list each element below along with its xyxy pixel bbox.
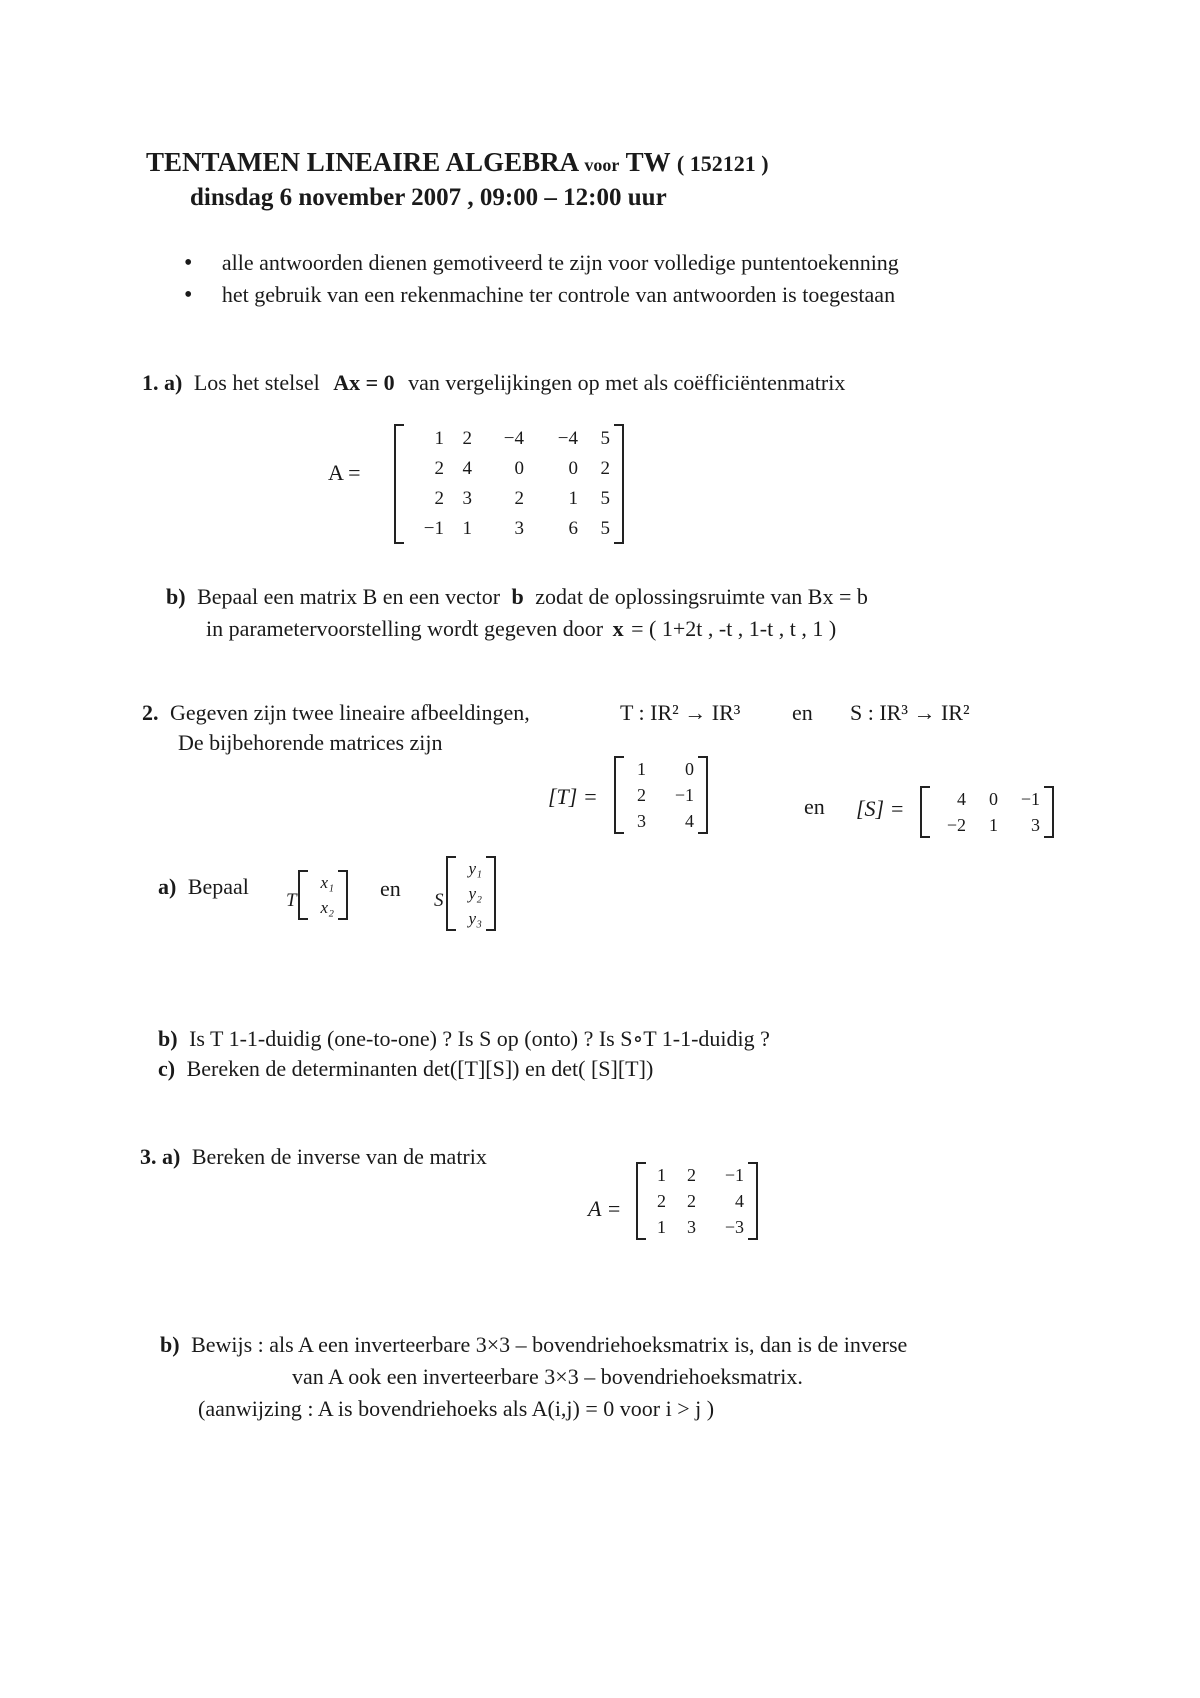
matrix-entry: 2 — [687, 1165, 696, 1185]
matrix-entry: 5 — [600, 518, 610, 539]
vector-grid — [308, 870, 338, 920]
q2-b-text: Is T 1-1-duidig (one-to-one) ? Is S op (onto) ? Is S∘T 1-1-duidig ? — [189, 1026, 770, 1051]
q2-intro2: De bijbehorende matrices zijn — [178, 730, 443, 755]
left-bracket — [920, 786, 930, 838]
q3-matrix-A — [636, 1162, 758, 1240]
matrix-entry: 3 — [687, 1217, 696, 1237]
q2-label: 2. — [142, 700, 159, 725]
matrix-entry: 6 — [568, 518, 578, 539]
q1-a-text: Los het stelsel — [193, 370, 320, 395]
right-bracket — [698, 756, 708, 834]
q3-b-line3: (aanwijzing : A is bovendriehoeks als A(i,j) = 0 voor i > j ) — [198, 1396, 715, 1421]
q1-label: 1. a) — [142, 370, 183, 395]
matrix-entry: 2 — [600, 458, 610, 479]
x-vector — [298, 870, 348, 920]
q3-a-text: Bereken de inverse van de matrix — [191, 1144, 487, 1169]
matrix-entry: 0 — [568, 458, 578, 479]
rule-text: het gebruik van een rekenmachine ter controle van antwoorden is toegestaan — [221, 282, 896, 307]
matrix-entry: −1 — [674, 785, 694, 805]
matrix-entry: −1 — [724, 1165, 744, 1185]
matrix-entry: 2 — [687, 1191, 696, 1211]
matrix-entry: −3 — [724, 1217, 744, 1237]
matrix-entry: 5 — [600, 488, 610, 509]
q3-b-label: b) — [160, 1332, 180, 1357]
matrix-entry: −2 — [946, 815, 966, 835]
S-matrix-name: [S] = — [856, 796, 905, 821]
q1-a — [142, 370, 845, 396]
rule-item — [184, 282, 895, 309]
S-operator: S — [434, 890, 444, 911]
exam-title — [146, 147, 769, 178]
right-bracket — [338, 870, 348, 920]
exam-date: dinsdag 6 november 2007 , 09:00 – 12:00 uur — [190, 184, 667, 211]
right-bracket — [1044, 786, 1054, 838]
course-code: ( 152121 ) — [676, 151, 769, 176]
matrix-entry: 2 — [434, 488, 444, 509]
matrix-entry: 4 — [685, 811, 694, 831]
q2-c — [158, 1056, 653, 1082]
q1-b-text: Bepaal een matrix B en een vector — [197, 584, 501, 609]
S-matrix — [920, 786, 1054, 838]
q2-b — [158, 1026, 770, 1052]
q1-a-text-post: van vergelijkingen op met als coëfficiëntenmatrix — [408, 370, 846, 395]
q2-en: en — [792, 700, 813, 725]
vector-grid — [456, 856, 486, 931]
matrix-entry: −1 — [423, 518, 444, 539]
q2-en-matrices: en — [804, 794, 825, 819]
q3-matrix-name: A = — [588, 1196, 622, 1221]
q1-b-line2-text: in parametervoorstelling wordt gegeven door — [206, 616, 604, 641]
matrix-entry: 1 — [657, 1165, 666, 1185]
matrix-grid — [624, 756, 698, 834]
q3-a — [140, 1144, 487, 1170]
matrix-grid — [930, 786, 1044, 838]
T-matrix — [614, 756, 708, 834]
matrix-entry: 1 — [434, 428, 444, 449]
matrix-entry: 3 — [1031, 815, 1040, 835]
matrix-entry: 4 — [957, 789, 966, 809]
right-bracket — [748, 1162, 758, 1240]
left-bracket — [614, 756, 624, 834]
y-vector — [446, 856, 496, 931]
q3-label: 3. a) — [140, 1144, 181, 1169]
matrix-entry: −1 — [1020, 789, 1040, 809]
rule-text: alle antwoorden dienen gemotiveerd te zijn voor volledige puntentoekenning — [221, 250, 899, 275]
matrix-entry: 5 — [600, 428, 610, 449]
matrix-entry: y₁ — [468, 859, 482, 878]
q2-a-en: en — [380, 876, 401, 901]
bullet-icon: • — [184, 282, 193, 308]
q2-c-text: Bereken de determinanten det([T][S]) en det( [S][T]) — [186, 1056, 654, 1081]
matrix-entry: −4 — [503, 428, 524, 449]
q1-matrix-A — [394, 424, 624, 544]
q3-b-line1 — [160, 1332, 907, 1358]
matrix-entry: 2 — [434, 458, 444, 479]
matrix-entry: 4 — [735, 1191, 744, 1211]
q1-a-equation: Ax = 0 — [333, 370, 395, 395]
matrix-entry: 4 — [462, 458, 472, 479]
left-bracket — [446, 856, 456, 931]
matrix-entry: 1 — [637, 759, 646, 779]
q2-map-S: S : IR³ → IR² — [850, 700, 970, 725]
q2-a-text: Bepaal — [187, 874, 249, 899]
matrix-entry: y₃ — [468, 909, 482, 928]
left-bracket — [636, 1162, 646, 1240]
q1-b-line2-param: = ( 1+2t , -t , 1-t , t , 1 ) — [631, 616, 837, 641]
q2-b-label: b) — [158, 1026, 178, 1051]
q3-b-line2: van A ook een inverteerbare 3×3 – bovendriehoeksmatrix. — [292, 1364, 803, 1389]
right-bracket — [614, 424, 624, 544]
q1-b-label: b) — [166, 584, 186, 609]
T-operator: T — [286, 890, 297, 911]
matrix-entry: 2 — [657, 1191, 666, 1211]
matrix-grid — [404, 424, 614, 544]
q2-map-T: T : IR² → IR³ — [620, 700, 741, 725]
q3-b-text: Bewijs : als A een inverteerbare 3×3 – bovendriehoeksmatrix is, dan is de inverse — [191, 1332, 908, 1357]
q2-intro-text: Gegeven zijn twee lineaire afbeeldingen, — [170, 700, 530, 725]
matrix-entry: x₁ — [320, 873, 334, 892]
left-bracket — [298, 870, 308, 920]
matrix-entry: x₂ — [320, 898, 334, 917]
matrix-entry: 1 — [462, 518, 472, 539]
q2-a-label: a) — [158, 874, 177, 899]
bullet-icon: • — [184, 250, 193, 276]
matrix-entry: 1 — [657, 1217, 666, 1237]
matrix-entry: y₂ — [468, 884, 482, 903]
matrix-entry: 3 — [637, 811, 646, 831]
q2-c-label: c) — [158, 1056, 176, 1081]
matrix-entry: 2 — [462, 428, 472, 449]
matrix-entry: 3 — [462, 488, 472, 509]
q1-b-line2 — [206, 616, 836, 642]
matrix-grid — [646, 1162, 748, 1240]
q1-b-text-post: zodat de oplossingsruimte van Bx = b — [535, 584, 868, 609]
exam-title-main: TENTAMEN LINEAIRE ALGEBRA — [146, 147, 578, 177]
T-matrix-name: [T] = — [548, 784, 598, 809]
left-bracket — [394, 424, 404, 544]
q1-b-line2-x: x — [612, 616, 624, 641]
q2-a — [158, 874, 249, 900]
matrix-entry: 2 — [637, 785, 646, 805]
matrix-entry: 0 — [989, 789, 998, 809]
exam-title-tw: TW — [625, 147, 671, 177]
matrix-entry: 0 — [514, 458, 524, 479]
exam-title-voor: voor — [584, 155, 620, 175]
matrix-entry: 0 — [685, 759, 694, 779]
q1-matrix-name: A = — [328, 460, 361, 485]
q2-intro — [142, 700, 530, 726]
q1-b-vector: b — [511, 584, 524, 609]
q1-b-line1 — [166, 584, 868, 610]
matrix-entry: 2 — [514, 488, 524, 509]
matrix-entry: 3 — [514, 518, 524, 539]
matrix-entry: 1 — [568, 488, 578, 509]
right-bracket — [486, 856, 496, 931]
matrix-entry: −4 — [557, 428, 578, 449]
matrix-entry: 1 — [989, 815, 998, 835]
rule-item — [184, 250, 899, 277]
